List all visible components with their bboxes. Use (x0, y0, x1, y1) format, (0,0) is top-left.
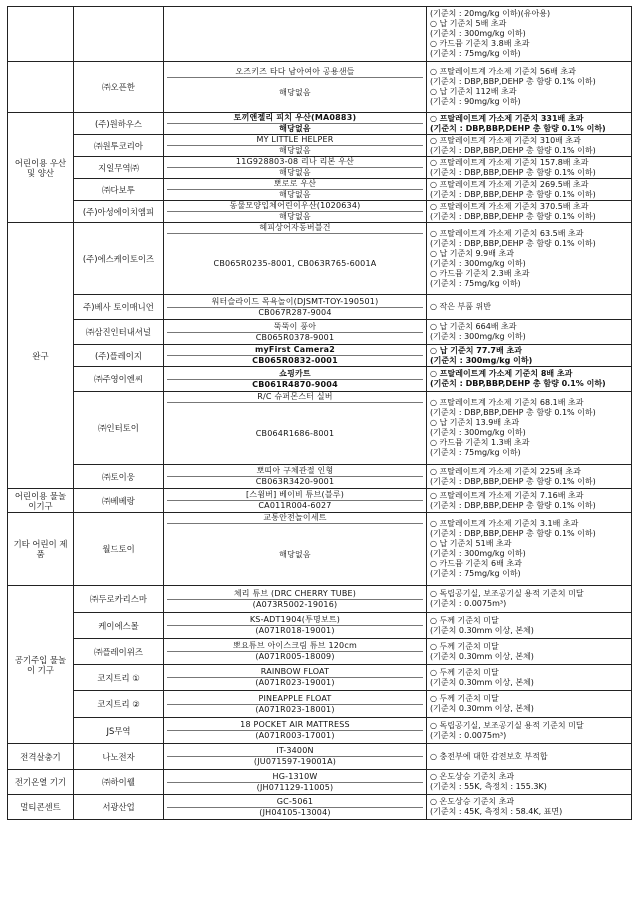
result-line: ○ 납 기준치 9.9배 초과 (430, 248, 514, 258)
table-row (8, 513, 632, 586)
product-cell (164, 367, 427, 392)
result-cell (427, 367, 632, 392)
company-cell: (주)아성에이치엠피 (74, 201, 164, 223)
result-line: (기준치 : 300mg/kg 이하) (430, 332, 526, 341)
table-row (8, 613, 632, 639)
company-cell: 코지트리 ① (74, 665, 164, 691)
result-line: (기준치 : DBP,BBP,DEHP 총 함량 0.1% 이하) (430, 211, 596, 221)
product-model: 해당없음 (167, 189, 423, 200)
product-name: 뽀로로 우산 (273, 179, 317, 188)
product-cell (164, 489, 427, 513)
result-line: (기준치 : DBP,BBP,DEHP 총 함량 0.1% 이하) (430, 379, 606, 388)
result-cell (427, 586, 632, 613)
result-line: ○ 프탈레이트계 가소제 기준치 3.1배 초과 (430, 519, 579, 528)
result-cell (427, 770, 632, 795)
table-row (8, 62, 632, 113)
company-cell: ㈜오픈한 (74, 62, 164, 113)
company-cell: 지일무역㈜ (74, 157, 164, 179)
result-line: (기준치 : DBP,BBP,DEHP 총 함량 0.1% 이하) (430, 529, 596, 538)
product-name: HG-1310W (272, 771, 318, 781)
product-cell (164, 113, 427, 135)
result-cell (427, 718, 632, 744)
product-cell (164, 465, 427, 489)
result-line: ○ 카드뮴 기준치 2.3배 초과 (430, 268, 530, 278)
product-model: CA011R004-6027 (167, 500, 423, 511)
product-cell (164, 392, 427, 465)
result-line: ○ 프탈레이트계 가소제 기준치 157.8배 초과 (430, 157, 589, 167)
product-cell (164, 795, 427, 820)
company-cell: ㈜인터토이 (74, 392, 164, 465)
category-cell: 완구 (8, 223, 74, 489)
product-model: 해당없음 (167, 123, 423, 134)
result-cell (427, 113, 632, 135)
product-name: 11G928803-08 리나 리본 우산 (235, 157, 355, 166)
product-model: CB065R0235-8001, CB063R765-6001A (167, 233, 423, 294)
result-line: ○ 납 기준치 13.9배 초과 (430, 418, 520, 427)
result-line: ○ 카드뮴 기준치 3.8배 초과 (430, 39, 530, 48)
company-cell: ㈜주영이엔씨 (74, 367, 164, 392)
product-name: 헤피상어자동버블건 (259, 223, 331, 232)
category-cell: 공기주입 물놀이 기구 (8, 586, 74, 744)
result-line: ○ 카드뮴 기준치 6배 초과 (430, 559, 522, 568)
company-cell (74, 7, 164, 62)
product-model: (JH071129-11005) (167, 782, 423, 793)
result-cell (427, 345, 632, 367)
table-row (8, 7, 632, 62)
result-line: ○ 프탈레이트계 가소제 기준치 269.5배 초과 (430, 179, 589, 189)
result-line: (기준치 : DBP,BBP,DEHP 총 함량 0.1% 이하) (430, 77, 596, 86)
company-cell: ㈜두로카리스마 (74, 586, 164, 613)
result-line: ○ 두께 기준치 미달 (430, 694, 499, 703)
category-cell (8, 62, 74, 113)
product-cell (164, 179, 427, 201)
product-cell (164, 320, 427, 345)
product-name: PINEAPPLE FLOAT (258, 693, 332, 703)
product-cell (164, 62, 427, 113)
company-cell: (주)에스케이토이즈 (74, 223, 164, 295)
category-cell: 멀티콘센트 (8, 795, 74, 820)
table-row (8, 201, 632, 223)
product-cell (164, 223, 427, 295)
product-name: 체리 튜브 (DRC CHERRY TUBE) (233, 588, 357, 598)
result-line: (기준치 : 75mg/kg 이하) (430, 448, 521, 457)
category-cell: 전격살충기 (8, 744, 74, 770)
result-cell (427, 513, 632, 586)
result-cell (427, 613, 632, 639)
result-line: ○ 작은 부품 위반 (430, 302, 491, 311)
product-model: (A071R003-17001) (167, 730, 423, 741)
result-cell (427, 489, 632, 513)
table-row (8, 320, 632, 345)
company-cell: 주)베사 토이매니언 (74, 295, 164, 320)
product-cell (164, 157, 427, 179)
product-name: [스윔버] 베이비 튜브(블루) (245, 490, 345, 499)
product-name: MY LITTLE HELPER (256, 135, 334, 144)
table-row (8, 639, 632, 665)
result-cell (427, 135, 632, 157)
product-model: 해당없음 (167, 77, 423, 108)
result-line: (기준치 : DBP,BBP,DEHP 총 함량 0.1% 이하) (430, 167, 596, 177)
company-cell: ㈜플레이위즈 (74, 639, 164, 665)
result-line: ○ 납 기준치 5배 초과 (430, 19, 507, 28)
result-line: (기준치 : DBP,BBP,DEHP 총 함량 0.1% 이하) (430, 123, 606, 133)
result-line: (기준치 : 300mg/kg 이하) (430, 355, 533, 365)
product-cell (164, 770, 427, 795)
result-line: (기준치 : 300mg/kg 이하) (430, 428, 526, 437)
company-cell: 케이에스몰 (74, 613, 164, 639)
result-line: ○ 프탈레이트계 가소제 기준치 331배 초과 (430, 113, 584, 123)
result-line: (기준치 0.30mm 이상, 본체) (430, 704, 534, 713)
recall-results-table (7, 6, 632, 820)
result-cell (427, 179, 632, 201)
result-line: ○ 두께 기준치 미달 (430, 615, 499, 625)
company-cell: ㈜원투코리아 (74, 135, 164, 157)
result-line: ○ 납 기준치 664배 초과 (430, 322, 517, 331)
result-line: (기준치 : 300mg/kg 이하) (430, 29, 526, 38)
result-line: ○ 카드뮴 기준치 1.3배 초과 (430, 438, 530, 447)
result-cell (427, 7, 632, 62)
category-cell: 전기온열 기기 (8, 770, 74, 795)
product-name: 오즈키즈 타다 남아여아 공용샌들 (235, 66, 355, 76)
table-row (8, 795, 632, 820)
product-model: CB067R287-9004 (167, 307, 423, 318)
product-model: (JH04105-13004) (167, 807, 423, 818)
product-name: KS-ADT1904(투명보트) (249, 615, 341, 624)
result-line: ○ 납 기준치 112배 초과 (430, 87, 517, 96)
product-model: 해당없음 (167, 145, 423, 156)
table-row (8, 465, 632, 489)
product-name: RAINBOW FLOAT (260, 667, 330, 676)
result-line: ○ 납 기준치 51배 초과 (430, 539, 512, 548)
company-cell: ㈜다보투 (74, 179, 164, 201)
product-cell (164, 639, 427, 665)
table-row (8, 157, 632, 179)
table-row (8, 586, 632, 613)
product-name: IT-3400N (276, 746, 314, 755)
product-cell (164, 586, 427, 613)
product-cell (164, 613, 427, 639)
result-line: ○ 납 기준치 77.7배 초과 (430, 345, 522, 355)
result-line: ○ 프탈레이트계 가소제 기준치 225배 초과 (430, 466, 581, 476)
result-cell (427, 295, 632, 320)
company-cell: (주)원하우스 (74, 113, 164, 135)
result-line: (기준치 : 300mg/kg 이하) (430, 549, 526, 558)
result-line: (기준치 : 45K, 측정치 : 58.4K, 표면) (430, 807, 563, 816)
company-cell: 코지트리 ② (74, 691, 164, 718)
product-cell (164, 135, 427, 157)
result-line: (기준치 : DBP,BBP,DEHP 총 함량 0.1% 이하) (430, 145, 596, 155)
product-name: 뽀띠아 구체관절 인형 (256, 466, 334, 475)
product-model: (JU071597-19001A) (167, 756, 423, 767)
product-cell (164, 718, 427, 744)
product-name: 뽀요튜브 아이스크림 튜브 120cm (233, 641, 357, 650)
table-row (8, 367, 632, 392)
result-cell (427, 201, 632, 223)
product-model: CB063R3420-9001 (167, 476, 423, 487)
result-cell (427, 465, 632, 489)
result-cell (427, 62, 632, 113)
result-line: (기준치 : DBP,BBP,DEHP 총 함량 0.1% 이하) (430, 476, 596, 486)
result-line: ○ 독립공기실, 보조공기실 용적 기준치 미달 (430, 720, 584, 730)
product-name: 토끼앤젤리 피치 우산(MA0883) (233, 113, 357, 122)
result-line: ○ 프탈레이트계 가소제 기준치 63.5배 초과 (430, 228, 584, 238)
product-name: 동물모양입체어린이우산(1020634) (229, 201, 361, 210)
product-name: 쇼핑카트 (279, 368, 311, 378)
product-model: CB065R0832-0001 (167, 355, 423, 366)
category-cell: 어린이용 우산 및 양산 (8, 113, 74, 223)
product-cell (164, 513, 427, 586)
result-line: ○ 프탈레이트계 가소제 기준치 56배 초과 (430, 67, 576, 76)
company-cell: 월드토이 (74, 513, 164, 586)
result-line: (기준치 : DBP,BBP,DEHP 총 함량 0.1% 이하) (430, 408, 596, 417)
product-name: GC-5061 (276, 796, 314, 806)
table-row (8, 744, 632, 770)
product-model: 해당없음 (167, 523, 423, 585)
product-model: CB065R0378-9001 (167, 332, 423, 343)
product-name: 18 POCKET AIR MATTRESS (240, 720, 350, 729)
company-cell: 서광산업 (74, 795, 164, 820)
table-row (8, 345, 632, 367)
product-cell (164, 295, 427, 320)
table-row (8, 113, 632, 135)
table-row (8, 295, 632, 320)
product-model: (A071R023-18001) (167, 704, 423, 715)
result-line: ○ 프탈레이트계 가소제 기준치 68.1배 초과 (430, 398, 584, 407)
product-name: 뚝뚝이 풍아 (273, 321, 317, 331)
result-line: (기준치 : 20mg/kg 이하)(유아용) (430, 9, 551, 18)
company-cell: ㈜베베랑 (74, 489, 164, 513)
result-line: (기준치 : DBP,BBP,DEHP 총 함량 0.1% 이하) (430, 500, 596, 510)
result-line: ○ 프탈레이트계 가소제 기준치 7.16배 초과 (430, 490, 584, 500)
company-cell: ㈜하이웰 (74, 770, 164, 795)
category-cell (8, 7, 74, 62)
result-line: (기준치 : 0.0075m³) (430, 599, 507, 608)
result-line: (기준치 : DBP,BBP,DEHP 총 함량 0.1% 이하) (430, 238, 596, 248)
product-cell (164, 7, 427, 62)
company-cell: ㈜토이웅 (74, 465, 164, 489)
result-cell (427, 691, 632, 718)
product-model: CB061R4870-9004 (167, 379, 423, 390)
result-line: (기준치 : 0.0075m³) (430, 730, 507, 740)
result-line: (기준치 : DBP,BBP,DEHP 총 함량 0.1% 이하) (430, 189, 596, 199)
product-cell (164, 744, 427, 770)
product-name: myFirst Camera2 (254, 345, 335, 354)
result-line: (기준치 0.30mm 이상, 본체) (430, 651, 534, 661)
result-cell (427, 639, 632, 665)
table-row (8, 770, 632, 795)
product-model: (A073R5002-19016) (167, 599, 423, 610)
result-cell (427, 795, 632, 820)
product-name: 교통안전놀이세트 (263, 513, 327, 522)
result-line: ○ 충전부에 대한 감전보호 부적합 (430, 751, 548, 761)
result-cell (427, 223, 632, 295)
result-line: (기준치 : 55K, 측정치 : 155.3K) (430, 782, 547, 791)
result-line: ○ 온도상승 기준치 초과 (430, 797, 515, 806)
category-cell: 기타 어린이 제품 (8, 513, 74, 586)
company-cell: JS무역 (74, 718, 164, 744)
category-cell: 어린이용 물놀이기구 (8, 489, 74, 513)
product-cell (164, 665, 427, 691)
result-line: (기준치 : 75mg/kg 이하) (430, 49, 521, 58)
company-cell: 나노전자 (74, 744, 164, 770)
product-model: (A071R018-19001) (167, 625, 423, 636)
result-line: ○ 프탈레이트계 가소제 기준치 310배 초과 (430, 135, 581, 145)
table-row (8, 489, 632, 513)
result-line: (기준치 : 75mg/kg 이하) (430, 569, 521, 578)
result-line: (기준치 0.30mm 이상, 본체) (430, 677, 534, 687)
result-cell (427, 157, 632, 179)
result-line: ○ 프탈레이트계 가소제 기준치 370.5배 초과 (430, 201, 589, 211)
result-line: (기준치 0.30mm 이상, 본체) (430, 625, 534, 635)
table-row (8, 223, 632, 295)
product-cell (164, 201, 427, 223)
result-line: ○ 프탈레이트계 가소제 기준치 8배 초과 (430, 369, 573, 378)
product-model: 해당없음 (167, 211, 423, 222)
result-line: ○ 온도상승 기준치 초과 (430, 772, 515, 781)
product-name: 워터슬라이드 목욕놀이(DJSMT-TOY-190501) (211, 296, 379, 306)
result-line: ○ 두께 기준치 미달 (430, 641, 499, 651)
table-row (8, 135, 632, 157)
result-line: ○ 독립공기실, 보조공기실 용적 기준치 미달 (430, 589, 584, 598)
result-line: ○ 두께 기준치 미달 (430, 667, 499, 677)
product-cell (164, 345, 427, 367)
result-cell (427, 665, 632, 691)
table-row (8, 392, 632, 465)
result-cell (427, 392, 632, 465)
table-row (8, 179, 632, 201)
result-line: (기준치 : 300mg/kg 이하) (430, 258, 526, 268)
company-cell: ㈜삼진인터내셔널 (74, 320, 164, 345)
product-cell (164, 691, 427, 718)
table-row (8, 665, 632, 691)
product-model: (A071R023-19001) (167, 677, 423, 688)
product-model: (A071R005-18009) (167, 651, 423, 662)
result-line: (기준치 : 90mg/kg 이하) (430, 97, 521, 106)
table-row (8, 718, 632, 744)
product-model: 해당없음 (167, 167, 423, 178)
product-model: CB064R1686-8001 (167, 402, 423, 464)
table-row (8, 691, 632, 718)
result-cell (427, 320, 632, 345)
result-cell (427, 744, 632, 770)
product-name: R/C 슈퍼몬스터 실버 (257, 392, 333, 401)
company-cell: (주)플레이지 (74, 345, 164, 367)
result-line: (기준치 : 75mg/kg 이하) (430, 278, 521, 288)
